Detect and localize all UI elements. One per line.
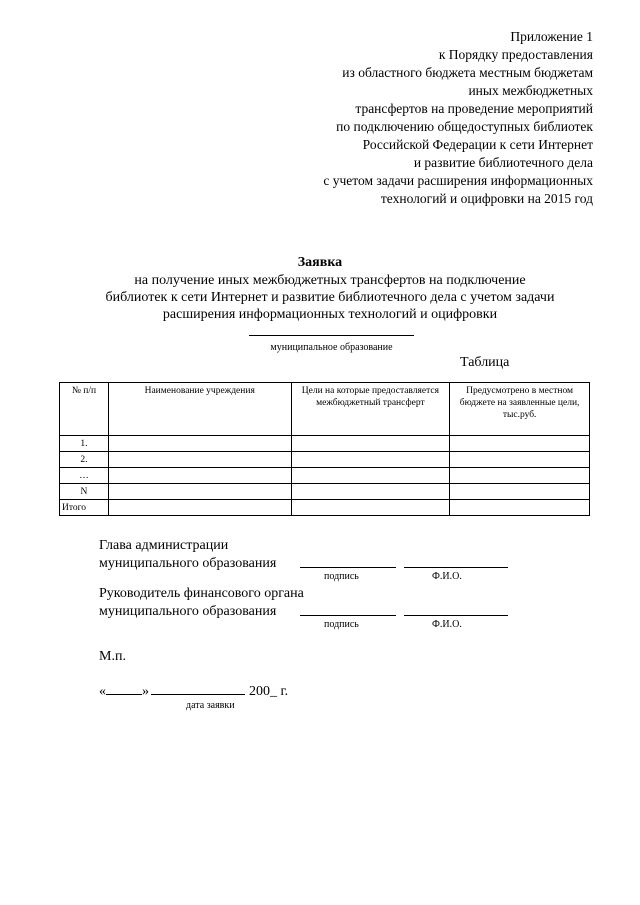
row-number: 2. [60, 452, 109, 468]
table-cell [450, 484, 590, 500]
finance-name-blank [404, 615, 508, 616]
request-table [59, 382, 590, 516]
document-title: Заявка [297, 255, 343, 270]
subtitle-line: библиотек к сети Интернет и развитие библиотечного дела с учетом задачи [105, 290, 555, 305]
finance-title-line2: муниципального образования [99, 604, 277, 619]
appendix-line: технологий и оцифровки на 2015 год [380, 191, 593, 206]
appendix-line: с учетом задачи расширения информационных [323, 173, 593, 188]
finance-signature-caption: подпись [324, 619, 359, 630]
document-subtitle [40, 272, 620, 323]
appendix-line: к Порядку предоставления [438, 47, 593, 62]
table-row [60, 452, 590, 468]
subtitle-line: расширения информационных технологий и оцифровки [162, 307, 498, 322]
table-cell [450, 468, 590, 484]
date-row [99, 684, 288, 700]
finance-title [99, 585, 304, 621]
table-cell [291, 468, 450, 484]
municipality-blank-line [249, 335, 414, 336]
table-row [60, 468, 590, 484]
day-blank [106, 684, 142, 695]
table-cell [108, 436, 291, 452]
table-cell [291, 452, 450, 468]
table-cell [291, 484, 450, 500]
finance-name-caption: Ф.И.О. [432, 619, 462, 630]
table-label: Таблица [460, 355, 510, 370]
appendix-line: Приложение 1 [510, 29, 593, 44]
appendix-line: по подключению общедоступных библиотек [336, 119, 593, 134]
head-title-line2: муниципального образования [99, 556, 277, 571]
table-cell [450, 452, 590, 468]
seal-place: М.п. [99, 649, 126, 664]
header-budget: Предусмотрено в местном бюджете на заявленные цели, тыс.руб. [450, 383, 590, 436]
date-close-quote: » [142, 684, 149, 699]
head-title-line1: Глава администрации [99, 538, 229, 553]
table-cell [450, 436, 590, 452]
table-cell [291, 436, 450, 452]
finance-title-line1: Руководитель финансового органа [99, 586, 304, 601]
table-row [60, 484, 590, 500]
total-label: Итого [60, 500, 109, 516]
appendix-line: из областного бюджета местным бюджетам [342, 65, 593, 80]
subtitle-line: на получение иных межбюджетных трансфертов на подключение [134, 273, 526, 288]
table-cell [108, 484, 291, 500]
table-cell [108, 452, 291, 468]
header-purpose: Цели на которые предоставляется межбюджетный трансферт [291, 383, 450, 436]
table-header-row [60, 383, 590, 436]
appendix-line: иных межбюджетных [468, 83, 593, 98]
row-number: 1. [60, 436, 109, 452]
row-number: … [60, 468, 109, 484]
date-open-quote: « [99, 684, 106, 699]
date-year: 200_ г. [249, 684, 289, 699]
table-cell [450, 500, 590, 516]
table-cell [108, 468, 291, 484]
appendix-header [233, 28, 593, 208]
head-signature-blank [300, 567, 396, 568]
head-signature-caption: подпись [324, 571, 359, 582]
header-number: № п/п [60, 383, 109, 436]
table-row [60, 436, 590, 452]
head-name-caption: Ф.И.О. [432, 571, 462, 582]
month-blank [151, 684, 245, 695]
appendix-line: и развитие библиотечного дела [413, 155, 593, 170]
head-title [99, 537, 276, 573]
row-number: N [60, 484, 109, 500]
header-institution: Наименование учреждения [108, 383, 291, 436]
head-name-blank [404, 567, 508, 568]
table-total-row [60, 500, 590, 516]
table-cell [108, 500, 291, 516]
table-cell [291, 500, 450, 516]
appendix-line: трансфертов на проведение мероприятий [355, 101, 593, 116]
appendix-line: Российской Федерации к сети Интернет [362, 137, 593, 152]
date-caption: дата заявки [186, 700, 235, 711]
municipality-caption: муниципальное образование [270, 342, 393, 353]
finance-signature-blank [300, 615, 396, 616]
